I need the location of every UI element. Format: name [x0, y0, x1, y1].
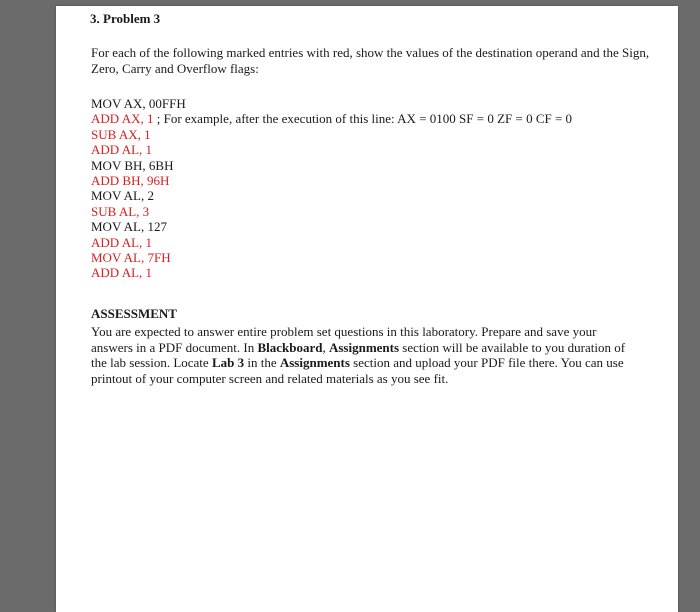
code-line [91, 96, 651, 111]
code-line [91, 265, 651, 280]
marked-instruction: MOV AL, 7FH [91, 250, 171, 266]
problem-heading: 3. Problem 3 [90, 11, 161, 26]
problem-instructions: For each of the following marked entries with red, show the values of the destination operand and the Sign, Zero, Carry and Overflow flags: [91, 45, 650, 76]
marked-instruction: SUB AX, 1 [91, 126, 151, 142]
assessment-bold-assignments-2: Assignments [279, 355, 350, 370]
instruction: MOV AL, 2 [91, 188, 154, 204]
assessment-heading: ASSESSMENT [91, 306, 177, 321]
assessment-bold-blackboard: Blackboard [257, 339, 323, 355]
code-line [91, 250, 651, 265]
assessment-text-4: in the [244, 355, 280, 370]
code-line [91, 235, 651, 250]
code-line [91, 142, 651, 157]
document-page [56, 6, 678, 612]
marked-instruction: ADD AL, 1 [91, 234, 153, 250]
marked-instruction: ADD AX, 1 [91, 111, 154, 127]
marked-instruction: ADD AL, 1 [91, 142, 153, 158]
assembly-code-listing [91, 96, 651, 281]
assessment-text-2: , [322, 339, 329, 355]
marked-instruction: ADD AL, 1 [91, 265, 153, 281]
instruction: MOV AX, 00FFH [91, 96, 186, 111]
marked-instruction: SUB AL, 3 [91, 203, 150, 219]
assessment-paragraph [91, 324, 636, 386]
code-line [91, 219, 651, 234]
code-line [91, 158, 651, 173]
code-line [91, 204, 651, 219]
code-line [91, 111, 651, 126]
assessment-text-3: section will be available to you duration of the lab session. Locate [91, 339, 626, 370]
assessment-bold-assignments: Assignments [328, 339, 400, 355]
assessment-text-1: You are expected to answer entire problem set questions in this laboratory. Prepare and save your answers in a PDF document. In [91, 324, 597, 355]
instruction: MOV BH, 6BH [91, 157, 174, 173]
assessment-text-5: section and upload your PDF file there. You can use printout of your computer screen and related materials as you see fit. [91, 355, 624, 386]
code-line [91, 127, 651, 142]
code-line [91, 188, 651, 203]
example-comment: ; For example, after the execution of this line: AX = 0100 SF = 0 ZF = 0 CF = 0 [153, 111, 573, 127]
assessment-bold-lab3: Lab 3 [211, 355, 245, 370]
instruction: MOV AL, 127 [91, 219, 167, 235]
code-line [91, 173, 651, 188]
marked-instruction: ADD BH, 96H [91, 173, 170, 189]
